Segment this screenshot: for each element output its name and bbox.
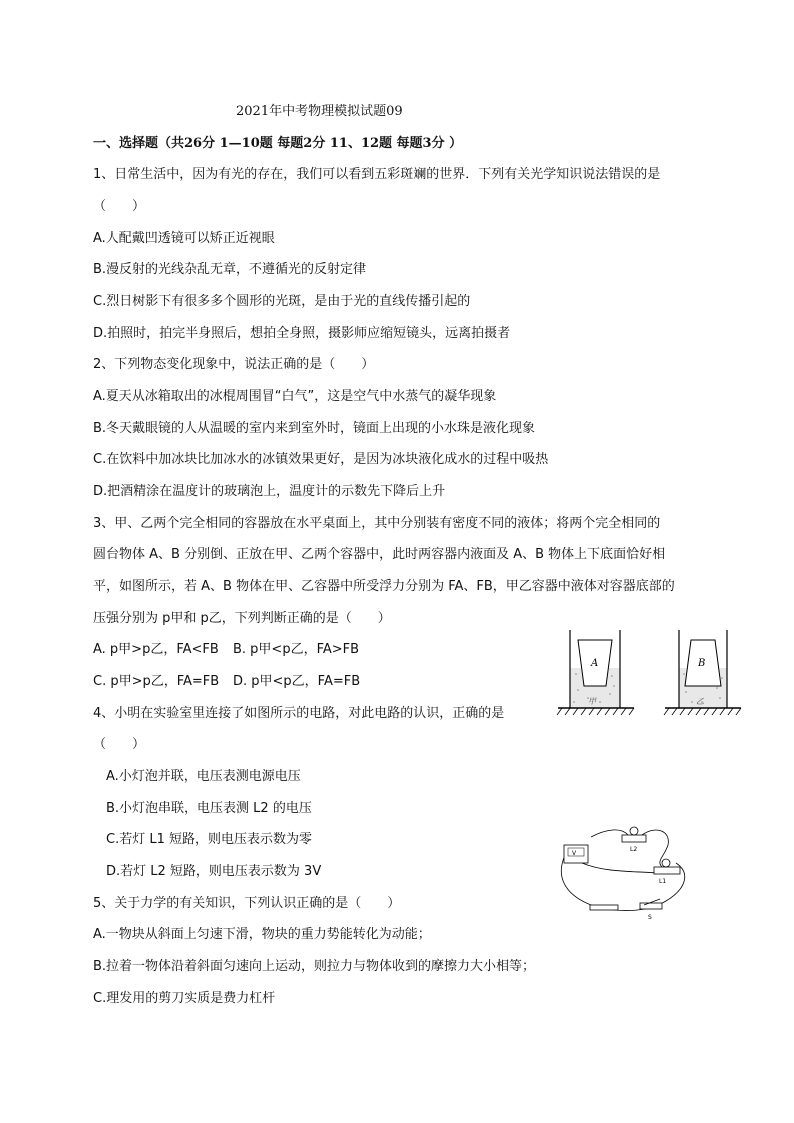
question-1-option-b: B.漫反射的光线杂乱无章，不遵循光的反射定律 <box>93 262 367 277</box>
question-3-option-c: C. p甲>p乙，FA=FB <box>93 674 220 689</box>
question-3-stem-line3: 平，如图所示，若 A、B 物体在甲、乙容器中所受浮力分别为 FA、FB，甲乙容器中液体对容器底部的 <box>93 579 675 594</box>
question-3-option-d: D. p甲<p乙，FA=FB <box>233 674 361 689</box>
container-yi <box>664 630 741 715</box>
question-4-option-a: A.小灯泡并联，电压表测电源电压 <box>106 769 301 784</box>
question-1-option-a: A.人配戴凹透镜可以矫正近视眼 <box>93 231 275 246</box>
question-2-option-a: A.夏天从冰箱取出的冰棍周围冒“白气”，这是空气中水蒸气的凝华现象 <box>93 389 497 404</box>
question-3-option-a: A. p甲>p乙，FA<FB <box>93 642 219 657</box>
switch-label: S <box>648 914 652 921</box>
question-3-stem-line1: 3、甲、乙两个完全相同的容器放在水平桌面上，其中分别装有密度不同的液体；将两个完全相同的 <box>93 516 661 531</box>
question-3-stem-line4: 压强分别为 p甲和 p乙，下列判断正确的是（ ） <box>93 611 391 626</box>
question-4-answer-paren: （ ） <box>93 737 146 752</box>
label-b: B <box>698 658 706 669</box>
switch-s <box>640 899 662 921</box>
question-3-stem-line2: 圆台物体 A、B 分别倒、正放在甲、乙两个容器中，此时两容器内液面及 A、B 物体上下底面恰好相 <box>93 547 666 562</box>
question-3-option-b: B. p甲<p乙，FA>FB <box>233 642 360 657</box>
question-4-stem: 4、小明在实验室里连接了如图所示的电路，对此电路的认识，正确的是 <box>93 706 505 721</box>
wire-middle <box>582 863 656 873</box>
label-a: A <box>591 658 599 669</box>
voltmeter-label: V <box>572 850 577 857</box>
question-5-stem: 5、关于力学的有关知识，下列认识正确的是（ ） <box>93 896 401 911</box>
section-heading: 一、选择题（共26分 1—10题 每题2分 11、12题 每题3分 ） <box>93 136 463 151</box>
question-1-option-c: C.烈日树影下有很多多个圆形的光斑，是由于光的直线传播引起的 <box>93 294 471 309</box>
lamp-l1-label: L1 <box>659 878 667 885</box>
lamp-l2 <box>622 827 646 853</box>
battery <box>590 905 618 910</box>
page-title: 2021年中考物理模拟试题09 <box>236 104 403 119</box>
question-5-option-a: A.一物块从斜面上匀速下滑，物块的重力势能转化为动能； <box>93 927 431 942</box>
question-1-option-d: D.拍照时，拍完半身照后，想拍全身照，摄影师应缩短镜头，远离拍摄者 <box>93 326 511 341</box>
container-figure <box>552 628 792 720</box>
label-jia: 甲 <box>588 697 596 706</box>
question-4-option-c: C.若灯 L1 短路，则电压表示数为零 <box>106 832 312 847</box>
question-1-stem: 1、日常生活中，因为有光的存在，我们可以看到五彩斑斓的世界．下列有关光学知识说法错误的是 <box>93 167 661 182</box>
circuit-figure <box>546 823 696 923</box>
voltmeter <box>564 845 588 863</box>
question-5-option-b: B.拉着一物体沿着斜面匀速向上运动，则拉力与物体收到的摩擦力大小相等； <box>93 959 536 974</box>
question-2-stem: 2、下列物态变化现象中，说法正确的是（ ） <box>93 357 375 372</box>
question-2-option-c: C.在饮料中加冰块比加冰水的冰镇效果更好，是因为冰块液化成水的过程中吸热 <box>93 452 549 467</box>
question-1-answer-paren: （ ） <box>93 199 146 214</box>
label-yi: 乙 <box>696 697 704 706</box>
container-jia <box>557 630 634 715</box>
lamp-l2-label: L2 <box>630 846 638 853</box>
question-2-option-b: B.冬天戴眼镜的人从温暖的室内来到室外时，镜面上出现的小水珠是液化现象 <box>93 421 536 436</box>
question-2-option-d: D.把酒精涂在温度计的玻璃泡上，温度计的示数先下降后上升 <box>93 484 446 499</box>
question-4-option-d: D.若灯 L2 短路，则电压表示数为 3V <box>106 864 322 879</box>
question-5-option-c: C.理发用的剪刀实质是费力杠杆 <box>93 991 276 1006</box>
question-4-option-b: B.小灯泡串联，电压表测 L2 的电压 <box>106 801 312 816</box>
